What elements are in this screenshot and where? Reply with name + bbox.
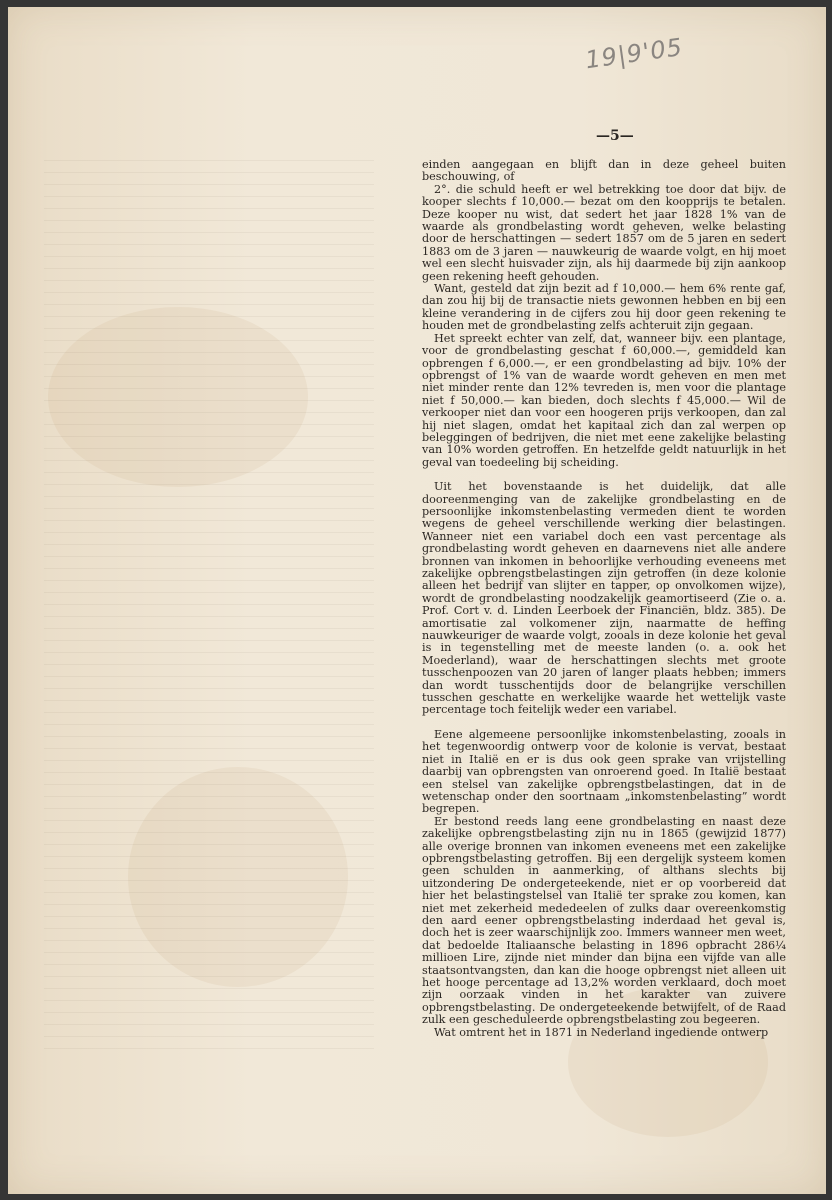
paragraph: Want, gesteld dat zijn bezit ad f 10,000.— hem 6% rente gaf, dan zou hij bij de transactie niets gewonnen hebben en bij een kleine verandering in de cijfers zou hij door geen rekening te houden met de grondbelasting zelfs achteruit zijn gegaan. [422, 282, 786, 333]
paragraph: Er bestond reeds lang eene grondbelasting en naast deze zakelijke opbrengstbelasting zijn nu in 1865 (gewijzid 1877) alle overige bronnen van inkomen eveneens met een zakelijke opbrengstbelasting getroffen. Bij een dergelijk systeem komen geen schulden in aanmerking, of althans slechts bij uitzondering De ondergeteekende, niet er op voorbereid dat hier het belastingstelsel van Italië ter sprake zou komen, kan niet met zekerheid mededeelen of zulks daar overeenkomstig den aard eener opbrengstbelasting inderdaad het geval is, doch het is zeer waarschijnlijk zoo. Immers wanneer men weet, dat bedoelde Italiaansche belasting in 1896 opbracht 286¼ millioen Lire, zijnde niet minder dan bijna een vijfde van alle staatsontvangsten, dan kan die hooge opbrengst niet alleen uit het hooge percentage ad 13,2% worden verklaard, doch moet zijn oorzaak vinden in het karakter van zuivere opbrengstbelasting. De ondergeteekende betwijfelt, of de Raad zulk een gescheduleerde opbrengstbelasting zou begeeren. [422, 814, 786, 1027]
handwritten-date-note: 19|9'05 [583, 32, 685, 75]
paragraph: Uit het bovenstaande is het duidelijk, dat alle dooreenmenging van de zakelijke grondbelasting en de persoonlijke inkomstenbelasting vermeden dient te worden wegens de geheel verschillende werking dier belastingen. Wanneer niet een variabel doch een vast percentage als grondbelasting wordt geheven en daarnevens niet alle andere bronnen van inkomen in behoorlijke verhouding eveneens met zakelijke opbrengstbelastingen zijn getroffen (in deze kolonie alleen het bedrijf van slijter en tapper, op onvolkomen wijze), wordt de grondbelasting noodzakelijk geamortiseerd (Zie o. a. Prof. Cort v. d. Linden Leerboek der Financiën, bldz. 385). De amortisatie zal volkomener zijn, naarmatte de heffing nauwkeuriger de waarde volgt, zooals in deze kolonie het geval is in tegenstelling met de meeste landen (o. a. ook het Moederland), waar de herschattingen slechts met groote tusschenpoozen van 20 jaren of langer plaats hebben; immers dan wordt tusschentijds door de belangrijke verschillen tusschen geschatte en werkelijke waarde het wettelijk vaste percentage toch feitelijk weder een variabel. [422, 480, 786, 717]
bleed-through-text [44, 160, 374, 1060]
paragraph: Wat omtrent het in 1871 in Nederland ingediende ontwerp [434, 1025, 769, 1039]
paragraph: einden aangegaan en blijft dan in deze geheel buiten beschouwing, of [422, 158, 786, 184]
paragraph: Het spreekt echter van zelf, dat, wanneer bijv. een plantage, voor de grondbelasting geschat f 60,000.—, gemiddeld kan opbrengen f 6,000.—, er een grondbelasting ad bijv. 10% der opbrengst of 1% van de waarde wordt geheven en men met niet minder rente dan 12% tevreden is, men voor die plantage niet f 50,000.— kan bieden, doch slechts f 45,000.— Wil de verkooper niet dan voor een hoogeren prijs verkoopen, dan zal hij niet slagen, omdat het kapitaal zich dan zal werpen op beleggingen of bedrijven, die niet met eene zakelijke belasting van 10% worden getroffen. En hetzelfde geldt natuurlijk in het geval van toedeeling bij scheiding. [422, 331, 786, 469]
page-number: —5— [596, 128, 634, 144]
text-column [422, 159, 786, 1039]
paragraph: Eene algemeene persoonlijke inkomstenbelasting, zooals in het tegenwoordig ontwerp voor de kolonie is vervat, bestaat niet in Italië en er is dus ook geen sprake van vrijstelling daarbij van opbrengsten van onroerend goed. In Italië bestaat een stelsel van zakelijke opbrengstbelastingen, dat in de wetenschap onder den soortnaam „inkomstenbelasting” wordt begrepen. [422, 727, 786, 816]
paragraph: 2°. die schuld heeft er wel betrekking toe door dat bijv. de kooper slechts f 10,000.— bezat om den koopprijs te betalen. Deze kooper nu wist, dat sedert het jaar 1828 1% van de waarde als grondbelasting wordt geheven, welke belasting door de herschattingen — sedert 1857 om de 5 jaren en sedert 1883 om de 3 jaren — nauwkeurig de waarde volgt, en hij moet wel een slecht huisvader zijn, als hij daarmede bij zijn aankoop geen rekening heeft gehouden. [422, 182, 786, 283]
